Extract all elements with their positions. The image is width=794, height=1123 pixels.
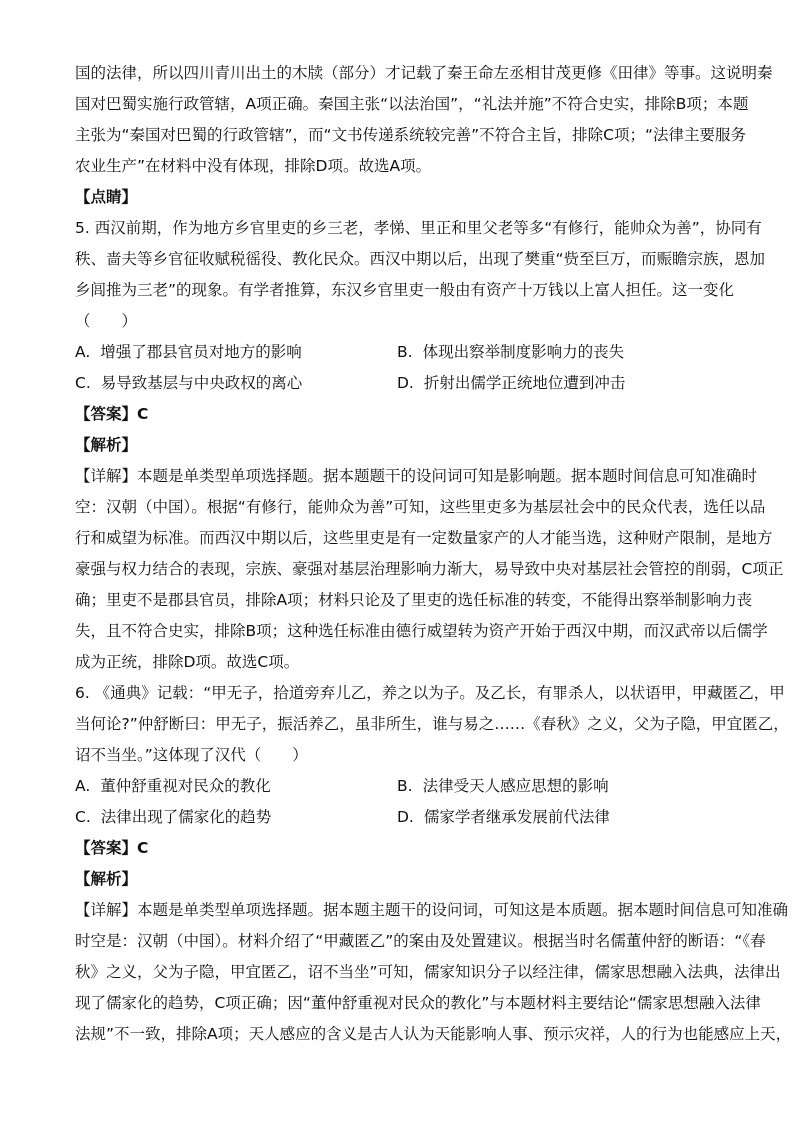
question-stem-line: 5. 西汉前期，作为地方乡官里吏的乡三老，孝悌、里正和里父老等多“有修行，能帅众为善”，协同有 — [75, 219, 762, 237]
analysis-heading: 【解析】 — [75, 870, 138, 888]
text-line: 豪强与权力结合的表现，宗族、豪强对基层治理影响力渐大，易导致中央对基层社会管控的削弱，C项正 — [75, 560, 784, 578]
text-line: 法规”不一致，排除A项；天人感应的含义是古人认为天能影响人事、预示灾祥，人的行为也能感应上天， — [75, 1025, 792, 1043]
text-line: 空：汉朝（中国）。根据“有修行，能帅众为善”可知，这些里吏多为基层社会中的民众代表，选任以品 — [75, 498, 766, 516]
option-letter: D. — [397, 374, 414, 392]
analysis-heading: 【解析】 — [75, 436, 138, 454]
option-letter: D. — [397, 808, 414, 826]
option-text: 折射出儒学正统地位遭到冲击 — [423, 374, 626, 392]
option-text: 儒家学者继承发展前代法律 — [423, 808, 610, 826]
paragraph-top — [75, 58, 773, 182]
option-c — [75, 368, 397, 399]
option-text: 增强了郡县官员对地方的影响 — [100, 343, 302, 361]
text-line: 秋》之义，父为子隐，甲宜匿乙，诏不当坐”可知，儒家知识分子以经注律，儒家思想融入法典，法律出 — [75, 963, 781, 981]
question-stem-line: 当何论?”仲舒断曰：甲无子，振活养乙，虽非所生，谁与易之……《春秋》之义，父为子隐，甲宜匿乙， — [75, 715, 789, 733]
option-a — [75, 337, 397, 368]
option-letter: C. — [75, 374, 91, 392]
option-c — [75, 802, 397, 833]
text-line: 确；里吏不是郡县官员，排除A项；材料只论及了里吏的选任标准的转变，不能得出察举制影响力丧 — [75, 591, 753, 609]
option-letter: B. — [397, 777, 413, 795]
text-line: 【详解】本题是单类型单项选择题。据本题主题干的设问词，可知这是本质题。据本题时间信息可知准确 — [75, 901, 789, 919]
option-text: 法律受天人感应思想的影响 — [422, 777, 609, 795]
option-b — [397, 337, 719, 368]
dianjing-heading: 【点睛】 — [75, 188, 138, 206]
text-line: 成为正统，排除D项。故选C项。 — [75, 653, 300, 671]
text-line: 失，且不符合史实，排除B项；这种选任标准由德行威望转为资产开始于西汉中期，而汉武帝以后儒学 — [75, 622, 768, 640]
text-line: 【详解】本题是单类型单项选择题。据本题题干的设问词可知是影响题。据本题时间信息可知准确时 — [75, 467, 758, 485]
document-page — [75, 58, 792, 1050]
text-line: 国的法律，所以四川青川出土的木牍（部分）才记载了秦王命左丞相甘茂更修《田律》等事。这说明秦 — [75, 64, 773, 82]
question-stem-line: （ ） — [75, 312, 138, 330]
option-text: 体现出察举制度影响力的丧失 — [422, 343, 625, 361]
options-row — [75, 368, 719, 399]
question-stem-line: 诏不当坐。”这体现了汉代（ ） — [75, 746, 308, 764]
options-row — [75, 771, 719, 802]
text-line: 行和威望为标准。而西汉中期以后，这些里吏是有一定数量家产的人才能当选，这种财产限制，是地方 — [75, 529, 773, 547]
option-letter: A. — [75, 777, 91, 795]
analysis-detail — [75, 461, 784, 678]
option-b — [397, 771, 719, 802]
options-row — [75, 337, 719, 368]
analysis-detail — [75, 895, 792, 1050]
option-letter: B. — [397, 343, 413, 361]
text-line: 主张为“秦国对巴蜀的行政管辖”，而“文书传递系统较完善”不符合主旨，排除C项；“法律主要服务 — [75, 126, 746, 144]
text-line: 时空是：汉朝（中国）。材料介绍了“甲藏匿乙”的案由及处置建议。根据当时名儒董仲舒的断语：“《春 — [75, 932, 766, 950]
option-text: 董仲舒重视对民众的教化 — [100, 777, 271, 795]
option-d — [397, 802, 719, 833]
question-5 — [75, 213, 784, 678]
answer-label: 【答案】C — [75, 839, 149, 857]
question-6 — [75, 678, 792, 1050]
option-text: 法律出现了儒家化的趋势 — [100, 808, 272, 826]
option-a — [75, 771, 397, 802]
answer-label: 【答案】C — [75, 405, 149, 423]
text-line: 农业生产”在材料中没有体现，排除D项。故选A项。 — [75, 157, 432, 175]
text-line: 现了儒家化的趋势，C项正确；因“董仲舒重视对民众的教化”与本题材料主要结论“儒家思想融入法律 — [75, 994, 761, 1012]
options-row — [75, 802, 719, 833]
option-text: 易导致基层与中央政权的离心 — [100, 374, 303, 392]
text-line: 国对巴蜀实施行政管辖，A项正确。秦国主张“以法治国”，“礼法并施”不符合史实，排除B项；本题 — [75, 95, 749, 113]
option-letter: C. — [75, 808, 91, 826]
question-stem-line: 乡闾推为三老”的现象。有学者推算，东汉乡官里吏一般由有资产十万钱以上富人担任。这一变化 — [75, 281, 735, 299]
question-stem-line: 秩、啬夫等乡官征收赋税徭役、教化民众。西汉中期以后，出现了樊重“赀至巨万，而赈瞻宗族，恩加 — [75, 250, 766, 268]
option-d — [397, 368, 719, 399]
option-letter: A. — [75, 343, 91, 361]
question-stem-line: 6. 《通典》记载：“甲无子，拾道旁弃儿乙，养之以为子。及乙长，有罪杀人，以状语甲，甲藏匿乙，甲 — [75, 684, 785, 702]
